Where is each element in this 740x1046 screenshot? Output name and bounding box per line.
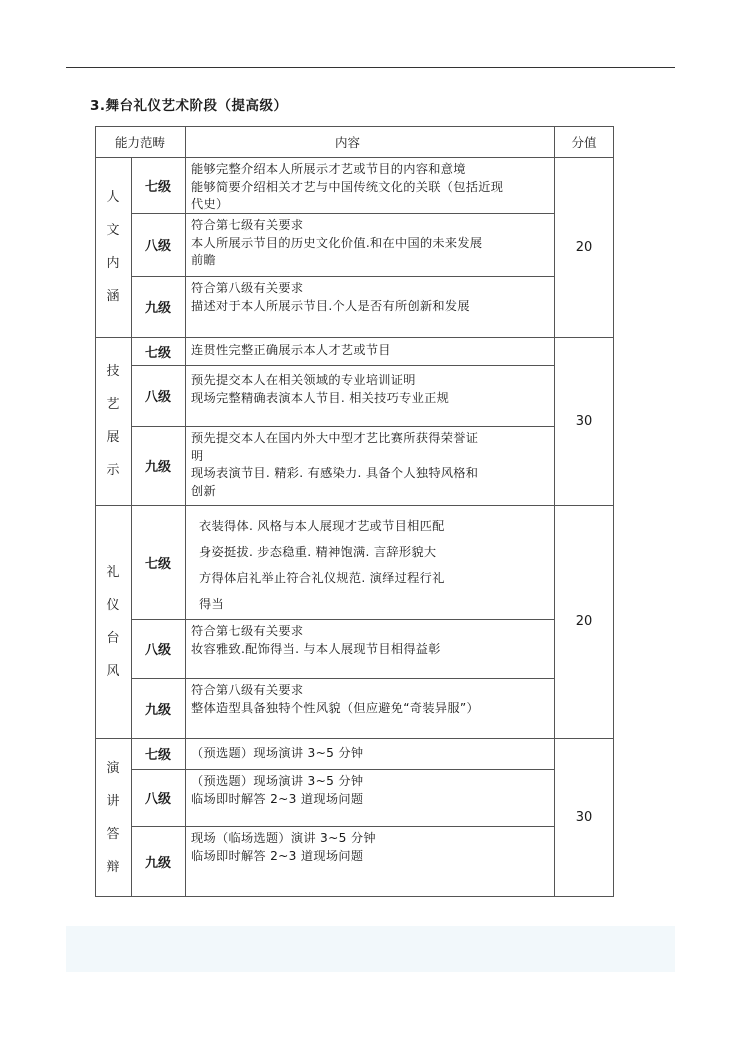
score-speech: 30 bbox=[575, 810, 593, 825]
top-rule bbox=[66, 67, 675, 68]
level-label: 九级 bbox=[144, 856, 171, 871]
header-category: 能力范畴 bbox=[114, 134, 165, 150]
level-content: 连贯性完整正确展示本人才艺或节目 bbox=[191, 343, 391, 357]
level-content: 符合第七级有关要求 妆容雅致.配饰得当. 与本人展现节目相得益彰 bbox=[191, 624, 441, 656]
level-content: （预选题）现场演讲 3~5 分钟 临场即时解答 2~3 道现场问题 bbox=[191, 774, 364, 806]
section-title: 3.舞台礼仪艺术阶段（提高级） bbox=[90, 98, 288, 114]
level-label: 八级 bbox=[144, 239, 171, 254]
level-label: 七级 bbox=[144, 345, 171, 361]
header-content: 内容 bbox=[335, 134, 361, 150]
level-label: 七级 bbox=[144, 748, 171, 763]
footer-band bbox=[66, 926, 675, 972]
level-content: 现场（临场选题）演讲 3~5 分钟 临场即时解答 2~3 道现场问题 bbox=[191, 831, 376, 863]
level-content: 符合第八级有关要求 整体造型具备独特个性风貌（但应避免“奇装异服”） bbox=[191, 683, 479, 715]
level-label: 七级 bbox=[144, 556, 171, 572]
level-content: 预先提交本人在相关领域的专业培训证明 现场完整精确表演本人节目. 相关技巧专业正规 bbox=[191, 373, 450, 405]
level-label: 七级 bbox=[144, 179, 171, 195]
level-label: 九级 bbox=[144, 301, 171, 316]
level-content: 符合第七级有关要求 本人所展示节目的历史文化价值.和在中国的未来发展 前瞻 bbox=[191, 218, 483, 267]
level-label: 九级 bbox=[144, 460, 171, 475]
level-content: 预先提交本人在国内外大中型才艺比赛所获得荣誉证 明 现场表演节目. 精彩. 有感染力. 具备个人独特风格和 创新 bbox=[191, 431, 479, 498]
score-etiquette: 20 bbox=[575, 614, 593, 629]
category-humanities: 人 文 内 涵 bbox=[106, 190, 120, 304]
level-label: 九级 bbox=[144, 702, 171, 718]
header-score: 分值 bbox=[571, 134, 597, 150]
level-label: 八级 bbox=[144, 792, 171, 807]
category-skill: 技 艺 展 示 bbox=[106, 364, 120, 478]
score-skill: 30 bbox=[575, 413, 593, 429]
evaluation-table bbox=[95, 126, 614, 897]
category-speech: 演 讲 答 辩 bbox=[106, 760, 120, 875]
level-content: 衣装得体. 风格与本人展现才艺或节目相匹配 身姿挺拔. 步态稳重. 精神饱满. 言辞形貌大 方得体启礼举止符合礼仪规范. 演绎过程行礼 得当 bbox=[199, 519, 445, 611]
level-content: 能够完整介绍本人所展示才艺或节目的内容和意境 能够简要介绍相关才艺与中国传统文化的关联（包括近现 代史） bbox=[191, 162, 504, 211]
category-etiquette: 礼 仪 台 风 bbox=[106, 564, 120, 679]
level-label: 八级 bbox=[144, 390, 171, 405]
level-content: 符合第八级有关要求 描述对于本人所展示节目.个人是否有所创新和发展 bbox=[191, 281, 470, 313]
level-content: （预选题）现场演讲 3~5 分钟 bbox=[191, 746, 364, 760]
level-label: 八级 bbox=[144, 643, 171, 658]
score-humanities: 20 bbox=[575, 239, 593, 255]
